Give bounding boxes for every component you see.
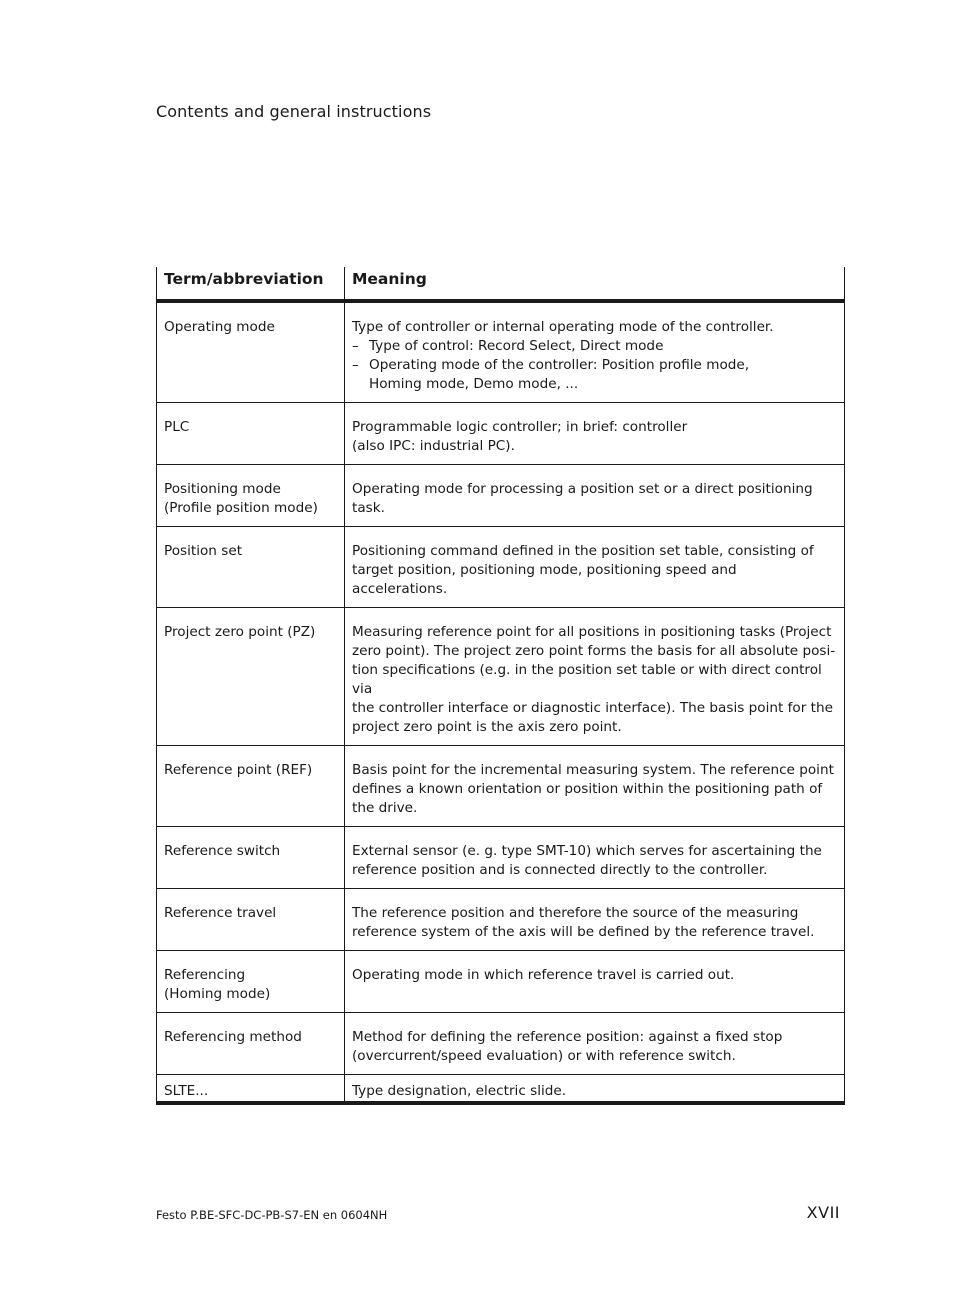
table-row: [157, 465, 845, 527]
term-text: Positioning mode (Profile position mode): [164, 481, 318, 516]
meaning-bullet: – Type of control: Record Select, Direct mode: [352, 337, 836, 356]
meaning-text: Programmable logic controller; in brief: controller (also IPC: industrial PC).: [352, 419, 688, 454]
meaning-text: The reference position and therefore the source of the measuring reference system of the axis will be defined by the reference travel.: [352, 905, 815, 940]
meaning-cell: [345, 527, 845, 608]
term-cell: [157, 827, 345, 889]
term-text: Referencing method: [164, 1029, 302, 1045]
meaning-bullet: – Operating mode of the controller: Position profile mode, Homing mode, Demo mode, ...: [352, 356, 836, 394]
term-text: Reference travel: [164, 905, 277, 921]
term-cell: [157, 951, 345, 1013]
meaning-cell: [345, 301, 845, 403]
term-text: PLC: [164, 419, 190, 435]
term-cell: [157, 608, 345, 746]
meaning-text: Type of controller or internal operating mode of the controller.: [352, 319, 774, 335]
meaning-cell: [345, 746, 845, 827]
term-cell: [157, 746, 345, 827]
page-footer-text: Festo P.BE-SFC-DC-PB-S7-EN en 0604NH: [156, 1208, 388, 1222]
meaning-text: Positioning command defined in the position set table, consisting of target position, positioning mode, positioning speed and accelerations.: [352, 543, 814, 597]
meaning-text: Operating mode for processing a position set or a direct positioning task.: [352, 481, 813, 516]
meaning-text: Basis point for the incremental measuring system. The reference point defines a known orientation or position within the positioning path of the drive.: [352, 762, 834, 816]
term-cell: [157, 465, 345, 527]
term-text: Referencing (Homing mode): [164, 967, 271, 1002]
term-text: Project zero point (PZ): [164, 624, 316, 640]
column-header-term: Term/abbreviation: [157, 267, 345, 301]
table-row: [157, 746, 845, 827]
table-row: [157, 527, 845, 608]
term-text: SLTE...: [164, 1083, 209, 1099]
page-number: XVII: [806, 1203, 840, 1222]
meaning-cell: [345, 1075, 845, 1104]
meaning-cell: [345, 827, 845, 889]
meaning-text: External sensor (e. g. type SMT-10) which serves for ascertaining the reference position and is connected directly to the controller.: [352, 843, 822, 878]
term-cell: [157, 527, 345, 608]
table-row: [157, 1013, 845, 1075]
term-cell: [157, 1075, 345, 1104]
table-row: [157, 827, 845, 889]
term-cell: [157, 889, 345, 951]
column-header-meaning: Meaning: [345, 267, 845, 301]
term-text: Reference point (REF): [164, 762, 313, 778]
meaning-text: Method for defining the reference position: against a fixed stop (overcurrent/speed evaluation) or with reference switch.: [352, 1029, 783, 1064]
page-header-title: Contents and general instructions: [156, 102, 432, 121]
meaning-cell: [345, 403, 845, 465]
table-header-row: [157, 267, 845, 301]
glossary-table: [156, 267, 845, 1105]
meaning-cell: [345, 1013, 845, 1075]
table-row: [157, 1075, 845, 1104]
meaning-cell: [345, 608, 845, 746]
term-text: Position set: [164, 543, 243, 559]
meaning-cell: [345, 951, 845, 1013]
term-cell: [157, 301, 345, 403]
table-row: [157, 889, 845, 951]
table-row: [157, 301, 845, 403]
table-row: [157, 951, 845, 1013]
meaning-cell: [345, 465, 845, 527]
term-cell: [157, 403, 345, 465]
meaning-bullet-list: [352, 337, 836, 394]
term-text: Reference switch: [164, 843, 281, 859]
meaning-text: Type designation, electric slide.: [352, 1083, 567, 1099]
meaning-text: Operating mode in which reference travel is carried out.: [352, 967, 735, 983]
meaning-text: Measuring reference point for all positions in positioning tasks (Project zero point). The project zero point forms the basis for all absolute posi- tion specifications (e.g. in the position set table or with direct control via the controller interface or diagnostic interface). The basis point for the project zero point is the axis zero point.: [352, 624, 836, 735]
term-text: Operating mode: [164, 319, 275, 335]
meaning-cell: [345, 889, 845, 951]
term-cell: [157, 1013, 345, 1075]
table-row: [157, 403, 845, 465]
table-row: [157, 608, 845, 746]
